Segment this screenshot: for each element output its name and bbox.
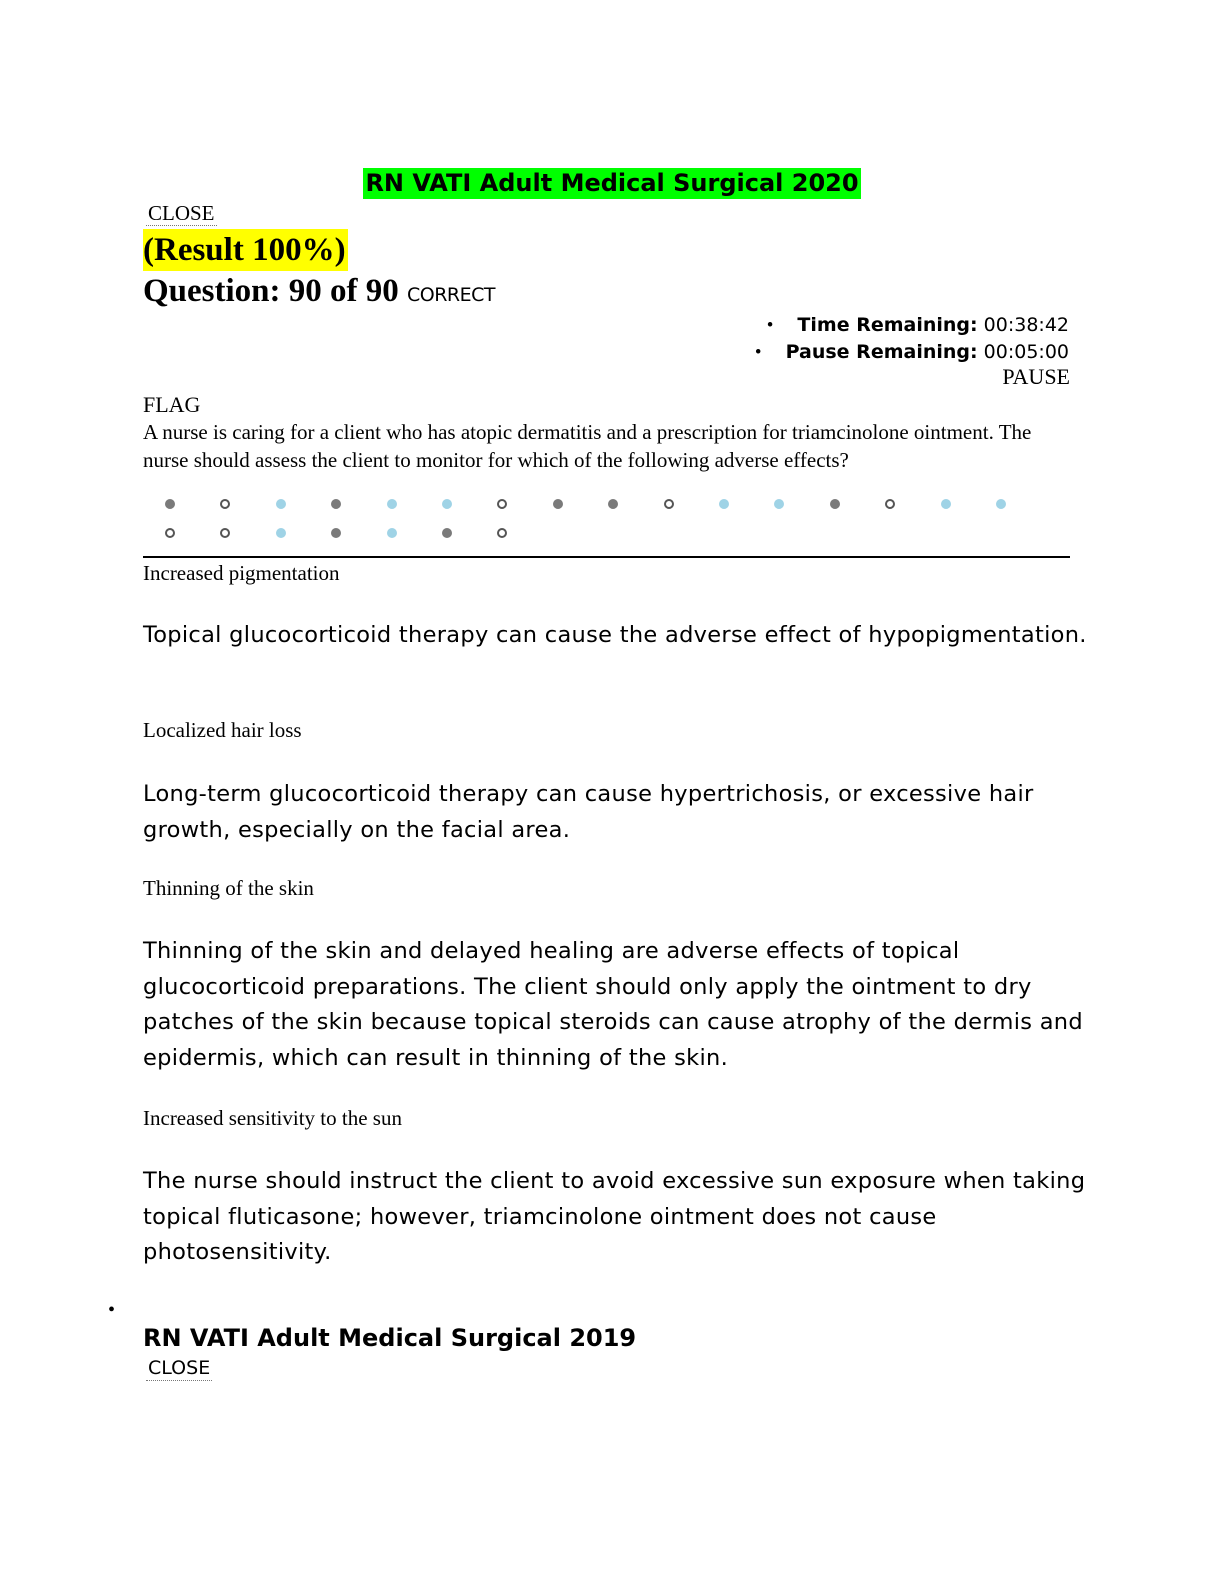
option-rationale: The nurse should instruct the client to avoid excessive sun exposure when taking topical fluticasone; however, triamcinolone ointment does not cause photosensitivity. bbox=[143, 1168, 1086, 1265]
question-counter: Question: 90 of 90 bbox=[143, 273, 399, 309]
divider bbox=[143, 556, 1070, 558]
question-stem: A nurse is caring for a client who has atopic dermatitis and a prescription for triamcinolone ointment. The nurse should assess the client to monitor for which of the following adverse effects? bbox=[143, 420, 1032, 472]
pause-remaining-label: Pause Remaining: bbox=[785, 341, 978, 363]
time-remaining-label: Time Remaining: bbox=[797, 314, 978, 336]
question-nav-dot[interactable] bbox=[497, 528, 507, 538]
pause-button[interactable]: PAUSE bbox=[1002, 364, 1070, 389]
question-nav-dot[interactable] bbox=[830, 499, 840, 509]
option-label[interactable]: Thinning of the skin bbox=[143, 876, 314, 900]
option-rationale: Long-term glucocorticoid therapy can cause hypertrichosis, or excessive hair growth, especially on the facial area. bbox=[143, 781, 1034, 843]
time-remaining bbox=[755, 312, 1069, 339]
question-nav-dot[interactable] bbox=[331, 499, 341, 509]
option-label[interactable]: Increased pigmentation bbox=[143, 561, 340, 585]
bullet-icon: • bbox=[108, 1299, 116, 1321]
bullet-icon: • bbox=[766, 315, 774, 336]
question-nav-dot[interactable] bbox=[387, 499, 397, 509]
question-nav-dot[interactable] bbox=[497, 499, 507, 509]
option-label[interactable]: Localized hair loss bbox=[143, 718, 302, 742]
question-nav-dot[interactable] bbox=[442, 528, 452, 538]
section-title: RN VATI Adult Medical Surgical 2019 bbox=[143, 1324, 637, 1352]
timer-list bbox=[755, 312, 1069, 366]
question-heading bbox=[143, 271, 495, 315]
question-nav-dot[interactable] bbox=[220, 528, 230, 538]
question-nav-dot[interactable] bbox=[553, 499, 563, 509]
question-nav-dot[interactable] bbox=[885, 499, 895, 509]
option-label[interactable]: Increased sensitivity to the sun bbox=[143, 1106, 402, 1130]
pause-remaining bbox=[755, 339, 1069, 366]
option-rationale: Topical glucocorticoid therapy can cause the adverse effect of hypopigmentation. bbox=[143, 622, 1087, 648]
question-nav-dot[interactable] bbox=[941, 499, 951, 509]
question-nav-dot[interactable] bbox=[996, 499, 1006, 509]
question-nav-dot[interactable] bbox=[165, 499, 175, 509]
question-nav-dot[interactable] bbox=[276, 499, 286, 509]
question-nav-dot[interactable] bbox=[387, 528, 397, 538]
question-nav-dot[interactable] bbox=[608, 499, 618, 509]
result-score: (Result 100%) bbox=[143, 229, 348, 271]
flag-button[interactable]: FLAG bbox=[143, 392, 201, 417]
close-link[interactable]: CLOSE bbox=[148, 1357, 211, 1379]
question-nav-dot[interactable] bbox=[331, 528, 341, 538]
question-nav-dot[interactable] bbox=[664, 499, 674, 509]
close-link[interactable]: CLOSE bbox=[148, 201, 215, 225]
question-nav-dot[interactable] bbox=[220, 499, 230, 509]
time-remaining-value: 00:38:42 bbox=[983, 314, 1069, 336]
bullet-icon: • bbox=[754, 342, 762, 363]
question-nav-dot[interactable] bbox=[719, 499, 729, 509]
document-title-text: RN VATI Adult Medical Surgical 2020 bbox=[365, 169, 859, 197]
question-status: CORRECT bbox=[407, 284, 496, 306]
document-title bbox=[0, 168, 1224, 199]
question-nav-dot[interactable] bbox=[442, 499, 452, 509]
question-nav-dot[interactable] bbox=[165, 528, 175, 538]
option-rationale: Thinning of the skin and delayed healing are adverse effects of topical glucocorticoid preparations. The client should only apply the ointment to dry patches of the skin because topical steroids can cause atrophy of the dermis and epidermis, which can result in thinning of the skin. bbox=[143, 938, 1083, 1071]
question-nav-dot[interactable] bbox=[774, 499, 784, 509]
question-nav-dot[interactable] bbox=[276, 528, 286, 538]
pause-remaining-value: 00:05:00 bbox=[983, 341, 1069, 363]
